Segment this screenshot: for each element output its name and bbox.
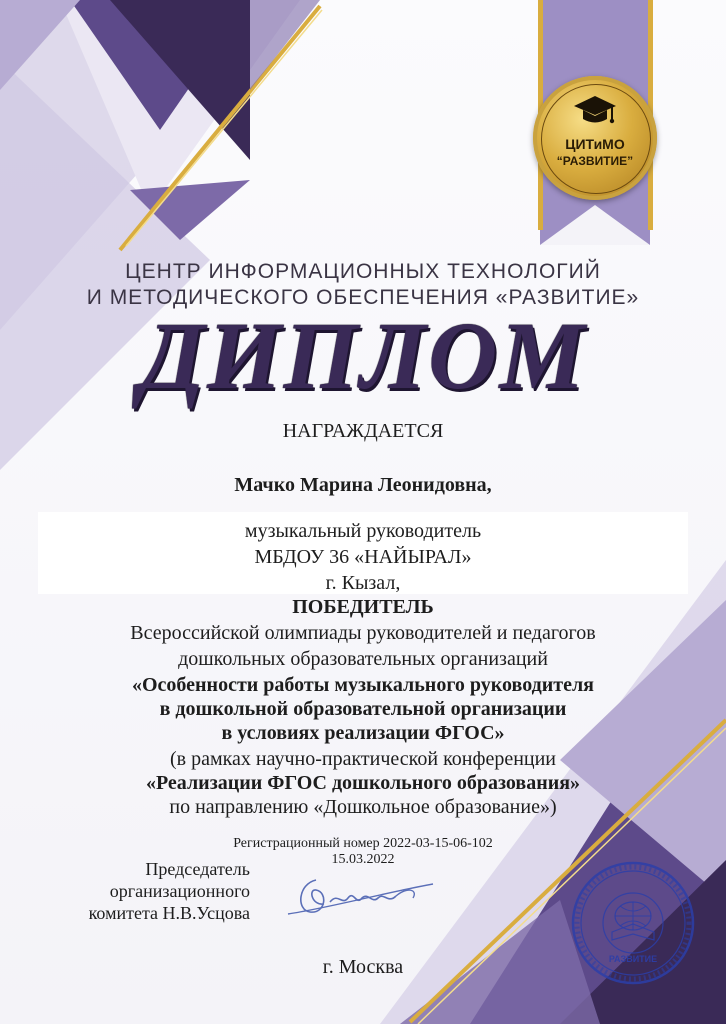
organization-name-line1: ЦЕНТР ИНФОРМАЦИОННЫХ ТЕХНОЛОГИЙ: [125, 260, 601, 283]
chairman-block: [60, 858, 250, 924]
event-line1: Всероссийской олимпиады руководителей и педагогов: [130, 622, 596, 644]
diploma-title: ДИПЛОМ: [139, 302, 587, 409]
registration-date: 15.03.2022: [331, 852, 395, 867]
awarded-label: НАГРАЖДАЕТСЯ: [282, 420, 444, 442]
recipient-city: г. Кызал,: [325, 572, 401, 594]
registration-number: Регистрационный номер 2022-03-15-06-102: [233, 836, 493, 851]
conference-line2: «Реализации ФГОС дошкольного образования»: [145, 772, 581, 794]
handwritten-signature: [268, 862, 438, 932]
organization-seal-badge: [533, 76, 657, 200]
recipient-position: музыкальный руководитель: [244, 520, 482, 542]
organization-name-line2: И МЕТОДИЧЕСКОГО ОБЕСПЕЧЕНИЯ «РАЗВИТИЕ»: [86, 286, 640, 309]
recipient-name: Мачко Марина Леонидовна,: [234, 474, 492, 496]
topic-line3: в условиях реализации ФГОС»: [221, 722, 505, 744]
topic-line1: «Особенности работы музыкального руководителя: [131, 674, 595, 696]
city-footer: г. Москва: [322, 956, 404, 978]
conference-line1: (в рамках научно-практической конференции: [169, 748, 557, 770]
conference-line3: по направлению «Дошкольное образование»): [169, 796, 557, 818]
seal-text-line2: “РАЗВИТИЕ”: [556, 154, 634, 168]
recipient-institution: МБДОУ 36 «НАЙЫРАЛ»: [254, 546, 472, 568]
chairman-line3: комитета Н.В.Усцова: [88, 903, 250, 923]
stamp-text: РАЗВИТИЕ: [608, 954, 658, 964]
award-status: ПОБЕДИТЕЛЬ: [292, 596, 434, 618]
seal-text-line1: ЦИТиМО: [565, 136, 625, 152]
event-line2: дошкольных образовательных организаций: [178, 648, 548, 670]
chairman-line1: Председатель: [145, 859, 250, 879]
topic-line2: в дошкольной образовательной организации: [159, 698, 567, 720]
graduation-cap-icon: [573, 94, 617, 128]
chairman-line2: организационного: [109, 881, 250, 901]
